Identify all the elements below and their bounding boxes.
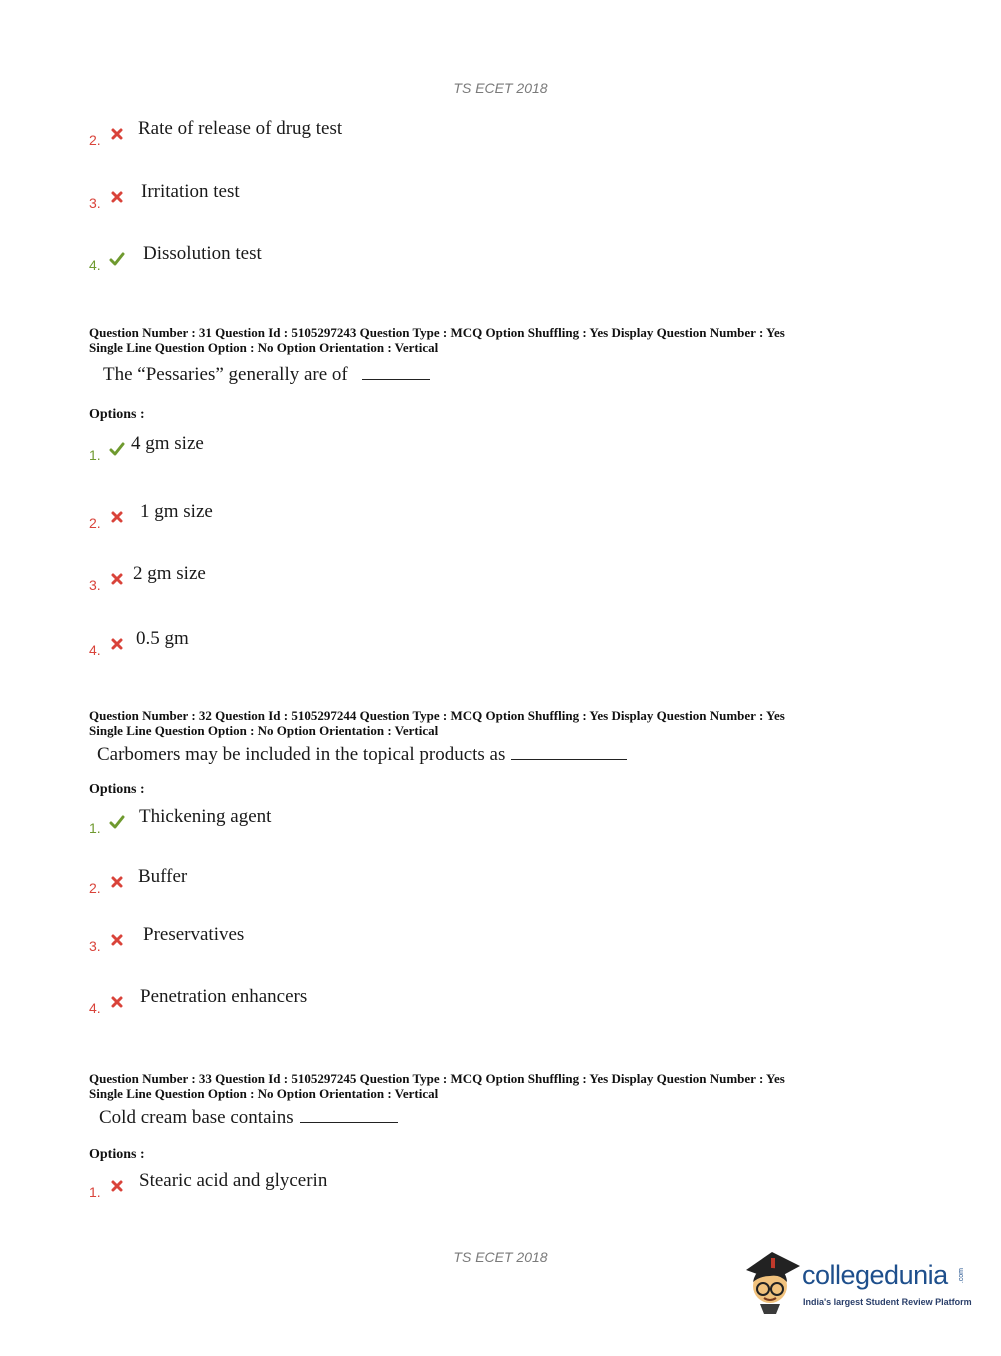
- cross-icon: [109, 1178, 125, 1194]
- option-text: Penetration enhancers: [140, 986, 308, 1007]
- option-text: Thickening agent: [139, 806, 272, 827]
- option-number: 1.: [89, 1184, 101, 1200]
- checkmark-icon: [109, 814, 125, 830]
- options-label: Options :: [89, 782, 145, 797]
- collegedunia-logo[interactable]: [742, 1248, 972, 1318]
- question-text: [97, 744, 627, 766]
- page-header: TS ECET 2018: [453, 80, 548, 96]
- answer-blank: [362, 378, 430, 380]
- options-label: Options :: [89, 1147, 145, 1162]
- option-number: 3.: [89, 938, 101, 954]
- question-text: [103, 364, 430, 386]
- question-meta-line2: Single Line Question Option : No Option Orientation : Vertical: [89, 1086, 439, 1101]
- option-number: 3.: [89, 195, 101, 211]
- question-meta-line2: Single Line Question Option : No Option Orientation : Vertical: [89, 340, 439, 355]
- option-text: Irritation test: [141, 181, 240, 202]
- option-text: Dissolution test: [143, 243, 262, 264]
- option-number: 2.: [89, 515, 101, 531]
- option-text: 0.5 gm: [136, 628, 189, 649]
- option-text: 4 gm size: [131, 433, 204, 454]
- cross-icon: [109, 994, 125, 1010]
- option-number: 4.: [89, 642, 101, 658]
- cross-icon: [109, 932, 125, 948]
- brand-dotcom: .com: [958, 1268, 965, 1284]
- option-text: 2 gm size: [133, 563, 206, 584]
- answer-blank: [511, 758, 627, 760]
- option-text: Buffer: [138, 866, 188, 887]
- question-meta-line2: Single Line Question Option : No Option Orientation : Vertical: [89, 723, 439, 738]
- question-meta-line1: Question Number : 31 Question Id : 5105297243 Question Type : MCQ Option Shuffling : Yes Display Question Number : Yes: [89, 325, 785, 340]
- option-number: 2.: [89, 132, 101, 148]
- options-label: Options :: [89, 407, 145, 422]
- option-number: 1.: [89, 820, 101, 836]
- option-number: 4.: [89, 257, 101, 273]
- page-footer: TS ECET 2018: [453, 1249, 548, 1265]
- cross-icon: [109, 509, 125, 525]
- question-text-content: Carbomers may be included in the topical products as: [97, 744, 506, 765]
- cross-icon: [109, 126, 125, 142]
- question-text-content: The “Pessaries” generally are of: [103, 364, 348, 385]
- option-text: Preservatives: [143, 924, 245, 945]
- answer-blank: [300, 1121, 398, 1123]
- option-number: 2.: [89, 880, 101, 896]
- option-text: 1 gm size: [140, 501, 213, 522]
- option-number: 3.: [89, 577, 101, 593]
- option-text: Stearic acid and glycerin: [139, 1170, 328, 1191]
- cross-icon: [109, 874, 125, 890]
- question-meta-line1: Question Number : 33 Question Id : 5105297245 Question Type : MCQ Option Shuffling : Yes Display Question Number : Yes: [89, 1071, 785, 1086]
- checkmark-icon: [109, 441, 125, 457]
- mascot-icon: [742, 1248, 802, 1318]
- cross-icon: [109, 571, 125, 587]
- brand-tagline: India's largest Student Review Platform: [803, 1297, 972, 1307]
- option-number: 4.: [89, 1000, 101, 1016]
- cross-icon: [109, 636, 125, 652]
- cross-icon: [109, 189, 125, 205]
- brand-name: collegedunia: [802, 1260, 948, 1290]
- question-text: [99, 1107, 398, 1129]
- checkmark-icon: [109, 251, 125, 267]
- question-meta-line1: Question Number : 32 Question Id : 5105297244 Question Type : MCQ Option Shuffling : Yes Display Question Number : Yes: [89, 708, 785, 723]
- question-text-content: Cold cream base contains: [99, 1107, 294, 1128]
- option-text: Rate of release of drug test: [138, 118, 343, 139]
- option-number: 1.: [89, 447, 101, 463]
